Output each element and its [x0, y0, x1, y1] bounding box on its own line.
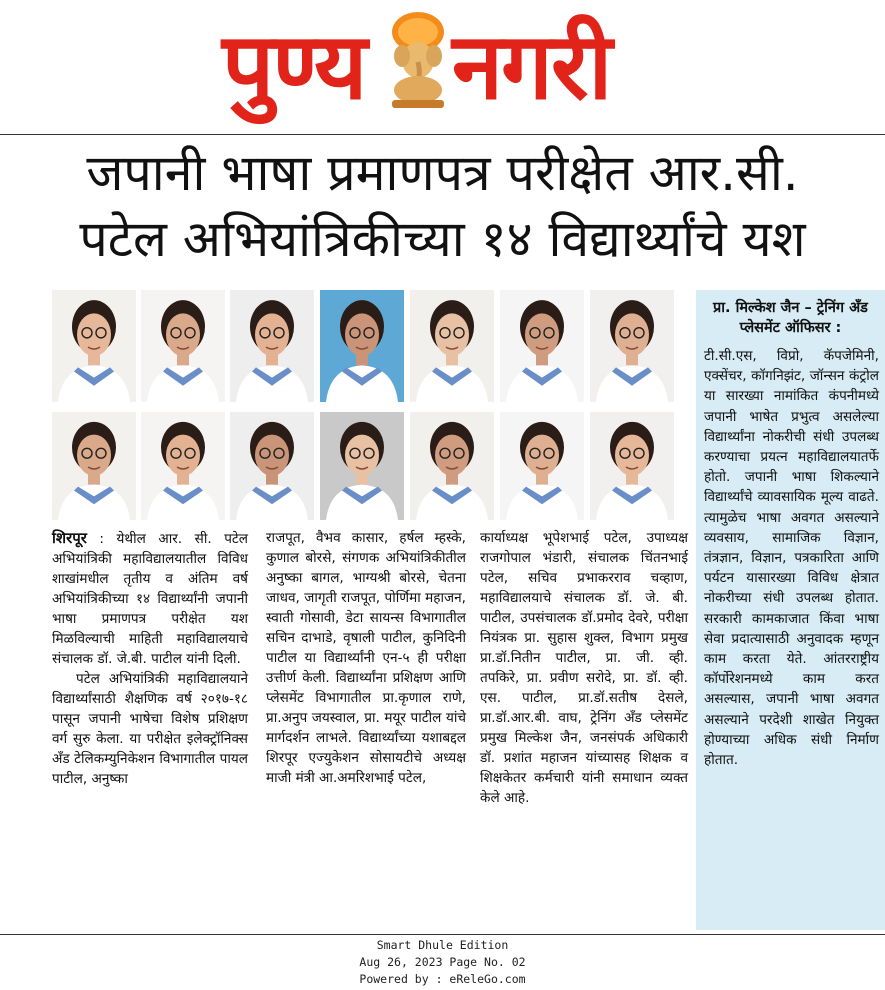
footer	[0, 937, 885, 988]
article-column-2	[266, 528, 466, 788]
headline-line-2: पटेल अभियांत्रिकीच्या १४ विद्यार्थ्यांचे यश	[79, 210, 806, 268]
headline	[0, 140, 885, 272]
student-photo	[230, 412, 314, 520]
sidebar-box	[696, 290, 885, 930]
footer-edition: Smart Dhule Edition	[376, 938, 509, 952]
student-photo	[410, 412, 494, 520]
student-photo	[500, 412, 584, 520]
ganesh-idol-icon	[378, 10, 458, 110]
sidebar-heading: प्रा. मिल्केश जैन – ट्रेनिंग अँड प्लेसमेंट ऑफिसर :	[713, 300, 868, 336]
masthead-title-left: पुण्य	[222, 13, 366, 120]
footer-powered-by: Powered by : eReleGo.com	[359, 972, 526, 986]
footer-divider	[0, 934, 885, 935]
student-photo	[141, 290, 225, 402]
student-photo	[320, 290, 404, 402]
article-column-1	[52, 528, 248, 789]
masthead	[0, 0, 885, 134]
student-photo	[590, 412, 674, 520]
student-photo-grid	[52, 290, 688, 522]
student-photo	[230, 290, 314, 402]
student-photo	[52, 290, 136, 402]
student-photo	[52, 412, 136, 520]
student-photo	[410, 290, 494, 402]
article-column-3-text: कार्याध्यक्ष भूपेशभाई पटेल, उपाध्यक्ष राजगोपाल भंडारी, संचालक चिंतनभाई पटेल, सचिव प्रभाकरराव चव्हाण, महाविद्यालयाचे संचालक डॉ. जे. बी. पाटील, उपसंचालक डॉ.प्रमोद देवरे, परीक्षा नियंत्रक प्रा. सुहास शुक्ल, विभाग प्रमुख प्रा.डॉ.नितीन पाटील, प्रा. जी. व्ही. तपकिरे, प्रा. प्रवीण सरोदे, प्रा. डॉ. व्ही. एस. पाटील, प्रा.डॉ.सतीष देसले, प्रा.डॉ.आर.बी. वाघ, ट्रेनिंग अँड प्लेसमेंट प्रमुख मिल्केश जैन, जनसंपर्क अधिकारी डॉ. प्रशांत महाजन यांच्यासह शिक्षक व शिक्षकेतर कर्मचारी यांनी समाधान व्यक्त केले आहे.	[480, 530, 688, 806]
article-dateline: शिरपूर	[52, 529, 87, 547]
article-paragraph-1: : येथील आर. सी. पटेल अभियांत्रिकी महाविद्यालयातील विविध शाखांमधील तृतीय व अंतिम वर्ष अभियांत्रिकीच्या १४ विद्यार्थ्यांनी जपानी भाषा प्रमाणपत्र परीक्षेत यश मिळविल्याची माहिती महाविद्यालयाचे संचालक डॉ. जे.बी. पाटील यांनी दिली.	[52, 531, 248, 667]
article-paragraph-2: पटेल अभियांत्रिकी महाविद्यालयाने विद्यार्थ्यांसाठी शैक्षणिक वर्ष २०१७-१८ पासून जपानी भाषेचा विशेष प्रशिक्षण वर्ग सुरु केला. या परीक्षेत इलेक्ट्रॉनिक्स अँड टेलिकम्युनिकेशन विभागातील पायल पाटील, अनुष्का	[52, 671, 248, 787]
headline-line-1: जपानी भाषा प्रमाणपत्र परीक्षेत आर.सी.	[86, 144, 799, 202]
sidebar-text: टी.सी.एस, विप्रो, कॅपजेमिनी, एक्सेंचर, कॉगनिझंट, जॉन्सन कंट्रोल या सारख्या नामांकित कंपनीमध्ये जपानी भाषेत प्रभुत्व असलेल्या विद्यार्थ्यांना नोकरीची संधी उपलब्ध करण्याचा प्रयत्न महाविद्यालयातर्फे होतो. जपानी भाषा शिकल्याने विद्यार्थ्यांचे व्यावसायिक मूल्य वाढते. त्यामुळेच भाषा अवगत असल्याने व्यवसाय, सामाजिक विज्ञान, तंत्रज्ञान, विज्ञान, पत्रकारिता आणि पर्यटन यासारख्या विविध क्षेत्रात नोकरीच्या संधी उपलब्ध होतात. सरकारी कामकाजात किंवा भाषा सेवा प्रदात्यासाठी अनुवादक म्हणून काम करता येते. आंतरराष्ट्रीय कॉर्पोरेशनमध्ये काम करत असल्यास, जपानी भाषा अवगत असल्याने परदेशी शाखेत नियुक्त होण्याच्या अधिक संधी निर्माण होतात.	[704, 348, 879, 769]
student-photo	[500, 290, 584, 402]
student-photo	[141, 412, 225, 520]
masthead-title-right: नगरी	[452, 13, 611, 120]
article-column-2-text: राजपूत, वैभव कासार, हर्षल म्हस्के, कुणाल बोरसे, संगणक अभियांत्रिकीतील अनुष्का बागल, भाग्यश्री बोरसे, चेतना जाधव, जागृती राजपूत, पोर्णिमा महाजन, स्वाती गोसावी, डेटा सायन्स विभागातील सचिन दाभाडे, वृषाली पाटील, कुनिदिनी पाटील या विद्यार्थ्यांनी एन-५ ही परीक्षा उत्तीर्ण केली. विद्यार्थ्यांना प्रशिक्षण आणि प्लेसमेंट विभागातील प्रा.कृणाल राणे, प्रा.अनुप जयस्वाल, प्रा. मयूर पाटील यांचे मार्गदर्शन लाभले. विद्यार्थ्यांच्या यशाबद्दल शिरपूर एज्युकेशन सोसायटीचे अध्यक्ष माजी मंत्री आ.अमरिशभाई पटेल,	[266, 530, 466, 786]
student-photo	[590, 290, 674, 402]
masthead-divider	[0, 134, 885, 135]
student-photo	[320, 412, 404, 520]
footer-date-page: Aug 26, 2023 Page No. 02	[359, 955, 526, 969]
article-column-3	[480, 528, 688, 808]
